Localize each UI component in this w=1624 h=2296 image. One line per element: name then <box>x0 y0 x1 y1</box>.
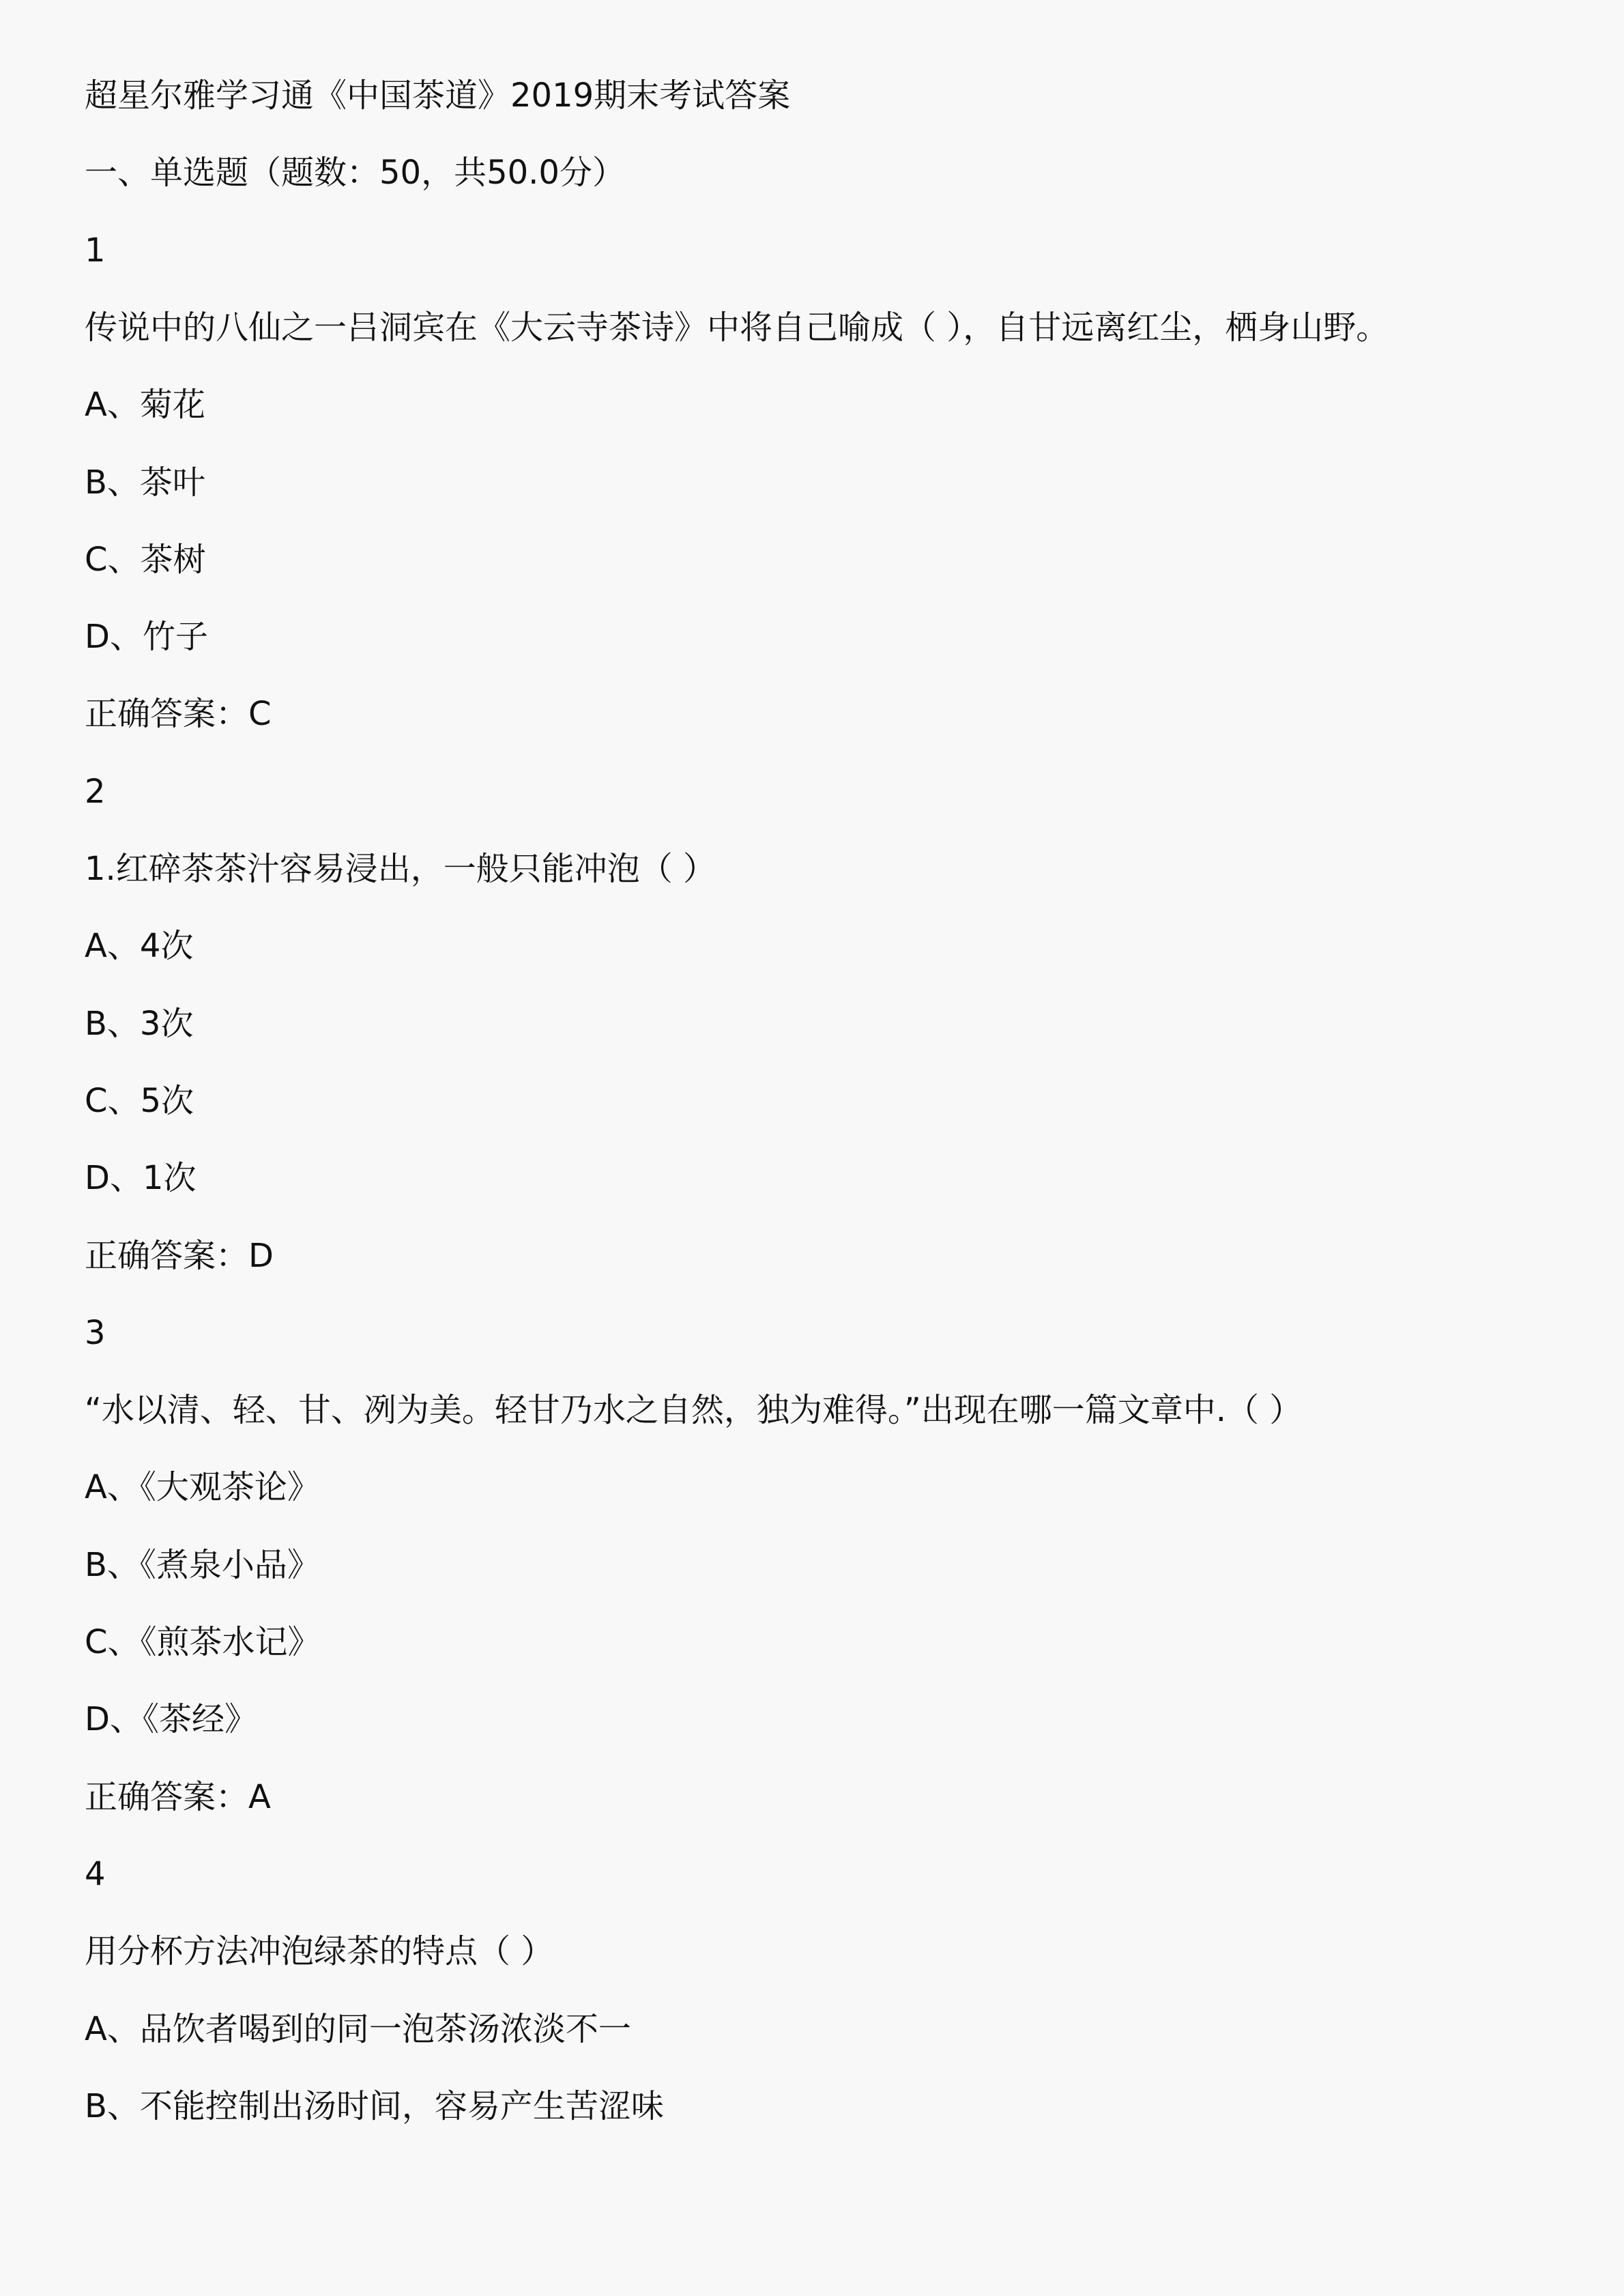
option-b: B、不能控制出汤时间，容易产生苦涩味 <box>85 2087 664 2125</box>
question-number: 3 <box>85 1314 106 1352</box>
option-b: B、《煮泉小品》 <box>85 1546 320 1584</box>
question-text: “水以清、轻、甘、冽为美。轻甘乃水之自然，独为难得。”出现在哪一篇文章中.（ ） <box>85 1391 1303 1429</box>
option-d: D、竹子 <box>85 618 208 656</box>
option-b: B、茶叶 <box>85 463 205 502</box>
section-heading: 一、单选题（题数：50，共50.0分） <box>85 154 625 192</box>
correct-answer: 正确答案：C <box>85 695 272 733</box>
option-c: C、茶树 <box>85 541 206 579</box>
question-text: 1.红碎茶茶汁容易浸出，一般只能冲泡（ ） <box>85 850 716 888</box>
question-number: 1 <box>85 231 106 270</box>
option-d: D、1次 <box>85 1159 197 1197</box>
option-d: D、《茶经》 <box>85 1700 257 1738</box>
option-a: A、菊花 <box>85 386 205 424</box>
question-number: 4 <box>85 1855 106 1893</box>
option-a: A、《大观茶论》 <box>85 1468 320 1506</box>
question-text: 传说中的八仙之一吕洞宾在《大云寺茶诗》中将自己喻成（ ），自甘远离红尘，栖身山野。 <box>85 308 1389 347</box>
question-number: 2 <box>85 773 106 811</box>
option-b: B、3次 <box>85 1005 194 1043</box>
correct-answer: 正确答案：A <box>85 1778 271 1816</box>
document-title: 超星尔雅学习通《中国茶道》2019期末考试答案 <box>85 76 791 115</box>
option-c: C、《煎茶水记》 <box>85 1623 321 1661</box>
option-c: C、5次 <box>85 1082 194 1120</box>
option-a: A、4次 <box>85 927 194 965</box>
correct-answer: 正确答案：D <box>85 1237 274 1275</box>
option-a: A、品饮者喝到的同一泡茶汤浓淡不一 <box>85 2010 631 2048</box>
question-text: 用分杯方法冲泡绿茶的特点（ ） <box>85 1932 554 1970</box>
